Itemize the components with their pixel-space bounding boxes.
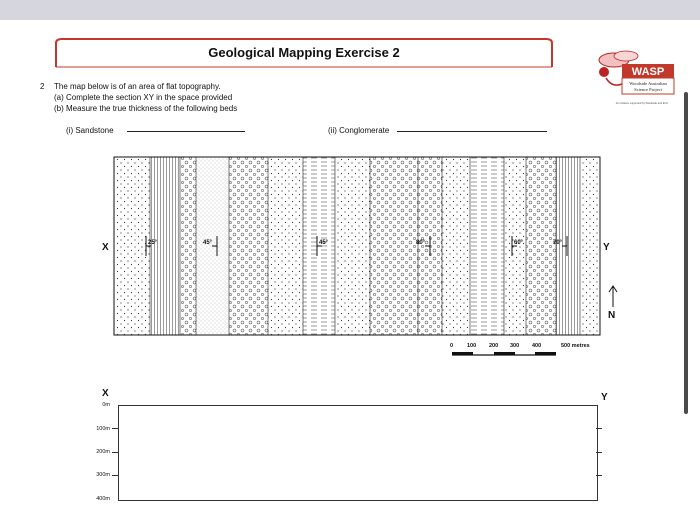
- section-label-y: Y: [601, 392, 608, 403]
- depth-300m: 300m: [96, 472, 110, 478]
- svg-text:Science Project: Science Project: [634, 87, 662, 92]
- north-arrow-icon: [609, 286, 617, 307]
- dip-label: 80°: [416, 240, 426, 246]
- scale-label-200: 200: [489, 343, 499, 349]
- scale-label-300: 300: [510, 343, 520, 349]
- north-label: N: [608, 310, 616, 321]
- page-title: Geological Mapping Exercise 2: [208, 45, 400, 60]
- question-part-a: (a) Complete the section XY in the space provided: [54, 93, 233, 102]
- map-bed-lines: [150, 157, 180, 335]
- scale-label-metres: 500 metres: [561, 343, 590, 349]
- depth-200m: 200m: [96, 449, 110, 455]
- depth-tick: [596, 475, 602, 476]
- map-label-x: X: [102, 242, 109, 253]
- cross-section-area[interactable]: [118, 405, 598, 501]
- dip-label: 70°: [553, 240, 563, 246]
- map-bed-circles: [370, 157, 418, 335]
- map-bed-circles: [229, 157, 268, 335]
- map-bed-circles: [180, 157, 196, 335]
- dip-label: 60°: [514, 240, 524, 246]
- scale-label-100: 100: [467, 343, 477, 349]
- scale-label-400: 400: [532, 343, 542, 349]
- map-bed-dashes: [470, 157, 504, 335]
- depth-400m: 400m: [96, 496, 110, 502]
- depth-tick: [112, 428, 118, 429]
- section-label-x: X: [102, 388, 109, 399]
- map-label-y: Y: [603, 242, 610, 253]
- map-bed-dots: [442, 157, 470, 335]
- question-part-b: (b) Measure the true thickness of the following beds: [54, 104, 238, 113]
- sandstone-label: (i) Sandstone: [66, 126, 114, 135]
- map-bed-dots: [114, 157, 150, 335]
- depth-tick: [596, 452, 602, 453]
- scale-bar: [452, 352, 556, 355]
- map-bed-dots: [335, 157, 370, 335]
- question-number: 2: [40, 82, 45, 91]
- dip-label: 45°: [203, 240, 213, 246]
- depth-100m: 100m: [96, 426, 110, 432]
- conglomerate-label: (ii) Conglomerate: [328, 126, 390, 135]
- question-intro: The map below is of an area of flat topography.: [54, 82, 221, 91]
- depth-tick: [112, 475, 118, 476]
- svg-text:Woodside Australian: Woodside Australian: [629, 81, 667, 86]
- depth-tick: [596, 428, 602, 429]
- svg-text:WASP: WASP: [631, 66, 665, 78]
- dip-label: 25°: [148, 240, 158, 246]
- svg-text:An initiative supported by Woo: An initiative supported by Woodside and ECU: [615, 102, 669, 105]
- depth-tick: [112, 452, 118, 453]
- map-bed-dots: [268, 157, 303, 335]
- map-bed-dots: [580, 157, 600, 335]
- map-bed-lines: [556, 157, 580, 335]
- scale-label-0: 0: [450, 343, 454, 349]
- map-bed-circles: [526, 157, 556, 335]
- depth-0m: 0m: [102, 402, 110, 408]
- dip-label: 45°: [319, 240, 329, 246]
